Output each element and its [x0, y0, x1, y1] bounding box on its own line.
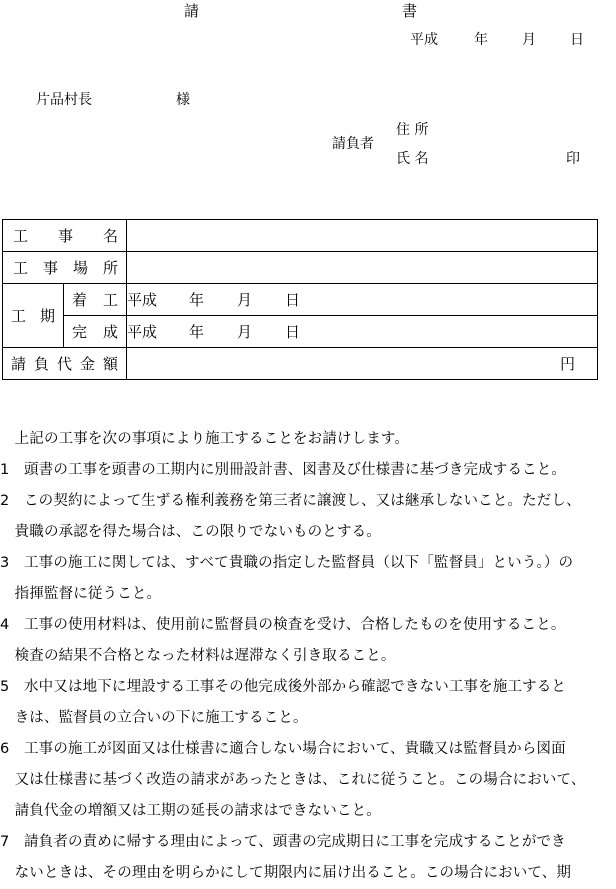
terms-line: 検査の結果不合格となった材料は遅滞なく引き取ること。 — [0, 648, 396, 664]
terms-line: 3 工事の施工に関しては、すべて貴職の指定した監督員（以下「監督員」という。）の — [0, 555, 574, 571]
amount-label — [3, 348, 127, 380]
date-era: 平成 — [410, 32, 438, 48]
terms-body — [0, 424, 616, 889]
work-name-char: 名 — [103, 227, 119, 245]
amount-char: 請 — [11, 355, 27, 373]
amount-char: 額 — [103, 355, 119, 373]
work-name-char: 事 — [58, 227, 74, 245]
end-day: 日 — [285, 323, 301, 341]
contract-table — [2, 219, 598, 380]
end-month: 月 — [237, 323, 253, 341]
document-date — [410, 31, 584, 49]
amount-row — [3, 348, 598, 380]
address-label: 住 所 — [396, 122, 429, 138]
end-char: 完 — [72, 323, 88, 341]
end-label — [64, 316, 127, 348]
work-name-char: 工 — [13, 227, 29, 245]
seal-mark: 印 — [566, 151, 580, 167]
start-era: 平成 — [127, 291, 158, 309]
start-label — [64, 284, 127, 316]
end-date-value[interactable] — [127, 316, 598, 348]
start-char: 着 — [72, 291, 88, 309]
work-site-char: 工 — [13, 259, 29, 277]
terms-line: 上記の工事を次の事項により施工することをお請けします。 — [0, 431, 410, 447]
start-month: 月 — [237, 291, 253, 309]
terms-line: 請負代金の増額又は工期の延長の請求はできないこと。 — [0, 803, 381, 819]
terms-line: ないときは、その理由を明らかにして期限内に届け出ること。この場合において、期 — [0, 865, 572, 881]
terms-line: 6 工事の施工が図面又は仕様書に適合しない場合において、貴職又は監督員から図面 — [0, 741, 566, 757]
work-site-char: 場 — [73, 259, 89, 277]
terms-line: きは、監督員の立合いの下に施工すること。 — [0, 710, 308, 726]
amount-char: 負 — [34, 355, 50, 373]
work-site-label — [3, 252, 127, 284]
end-era: 平成 — [127, 323, 158, 341]
terms-line: 指揮監督に従うこと。 — [0, 586, 162, 602]
start-year: 年 — [189, 291, 205, 309]
amount-unit: 円 — [559, 355, 575, 373]
date-day: 日 — [570, 32, 584, 48]
date-month: 月 — [522, 32, 536, 48]
start-char: 工 — [103, 291, 119, 309]
work-name-value[interactable] — [127, 220, 598, 252]
terms-line: 2 この契約によって生ずる権利義務を第三者に譲渡し、又は継承しないこと。ただし、 — [0, 493, 581, 509]
period-label — [3, 284, 64, 348]
terms-line: 5 水中又は地下に埋設する工事その他完成後外部から確認できない工事を施工すると — [0, 679, 567, 695]
period-char: 工 — [11, 307, 27, 325]
work-site-value[interactable] — [127, 252, 598, 284]
title-char-left: 請 — [184, 2, 200, 20]
addressee-honorific: 様 — [176, 92, 190, 108]
terms-line: 1 頭書の工事を頭書の工期内に別冊設計書、図書及び仕様書に基づき完成すること。 — [0, 462, 567, 478]
start-date-value[interactable] — [127, 284, 598, 316]
terms-line: 貴職の承認を得た場合は、この限りでないものとする。 — [0, 524, 381, 540]
terms-line: 又は仕様書に基づく改造の請求があったときは、これに従うこと。この場合において、 — [0, 772, 586, 788]
period-start-row — [3, 284, 598, 316]
period-char: 期 — [39, 307, 55, 325]
amount-char: 代 — [57, 355, 73, 373]
work-name-label — [3, 220, 127, 252]
work-site-char: 所 — [103, 259, 119, 277]
period-end-row — [3, 316, 598, 348]
terms-line: 4 工事の使用材料は、使用前に監督員の検査を受け、合格したものを使用すること。 — [0, 617, 566, 633]
work-site-row — [3, 252, 598, 284]
contractor-label: 請負者 — [332, 136, 374, 152]
title-char-right: 書 — [402, 2, 418, 20]
addressee: 片品村長 — [36, 92, 92, 108]
start-day: 日 — [285, 291, 301, 309]
terms-line: 7 請負者の責めに帰する理由によって、頭書の完成期日に工事を完成することができ — [0, 834, 566, 850]
amount-value[interactable] — [127, 348, 598, 380]
end-char: 成 — [103, 323, 119, 341]
end-year: 年 — [189, 323, 205, 341]
work-name-row — [3, 220, 598, 252]
amount-char: 金 — [80, 355, 96, 373]
name-label: 氏 名 — [396, 151, 429, 167]
date-year: 年 — [474, 32, 488, 48]
work-site-char: 事 — [43, 259, 59, 277]
